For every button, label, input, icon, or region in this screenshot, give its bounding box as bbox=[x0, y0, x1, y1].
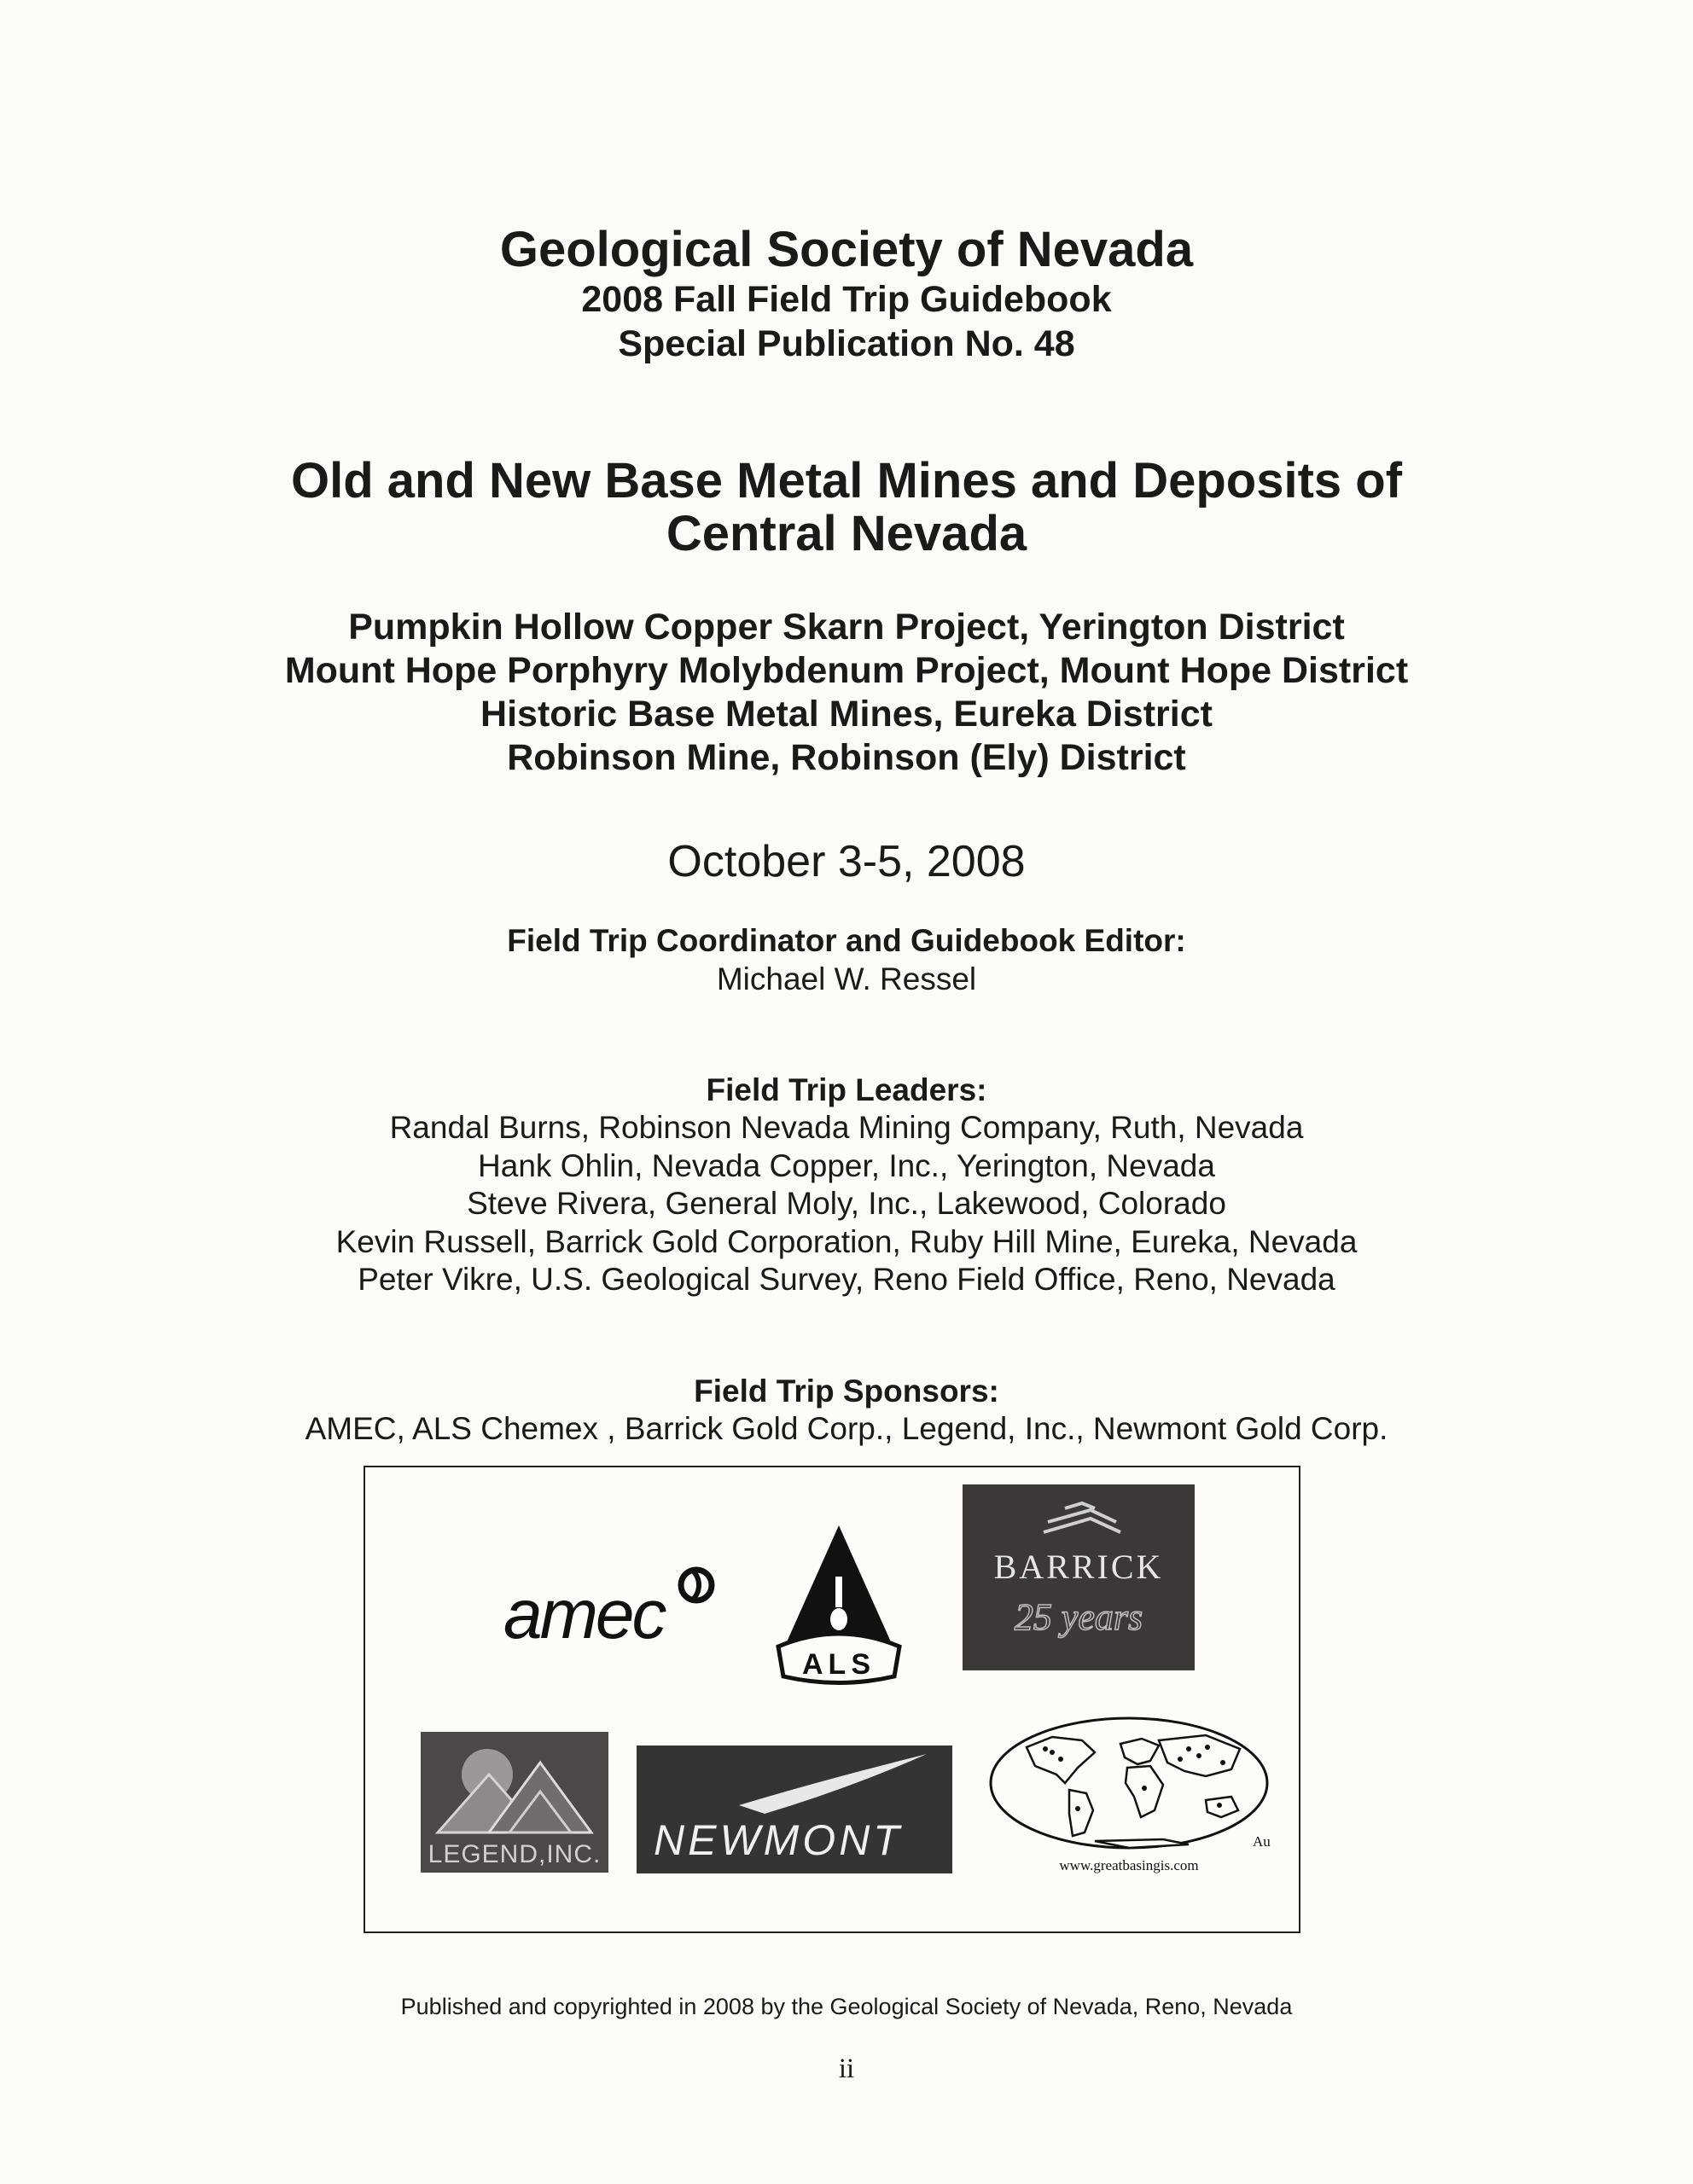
main-title-line-2: Central Nevada bbox=[666, 506, 1027, 561]
leader-item: Hank Ohlin, Nevada Copper, Inc., Yerington, Nevada bbox=[478, 1147, 1215, 1183]
main-title-line-1: Old and New Base Metal Mines and Deposits of bbox=[290, 453, 1403, 508]
sponsors-list: AMEC, ALS Chemex , Barrick Gold Corp., Legend, Inc., Newmont Gold Corp. bbox=[305, 1411, 1388, 1446]
legend-logo bbox=[421, 1732, 608, 1873]
leader-item: Steve Rivera, General Moly, Inc., Lakewood, Colorado bbox=[467, 1186, 1226, 1221]
sponsors-label: Field Trip Sponsors: bbox=[694, 1374, 999, 1409]
publication-number: Special Publication No. 48 bbox=[618, 323, 1075, 364]
amec-logo bbox=[502, 1553, 724, 1664]
project-item: Mount Hope Porphyry Molybdenum Project, Mount Hope District bbox=[284, 650, 1409, 691]
project-item: Historic Base Metal Mines, Eureka District bbox=[480, 694, 1213, 735]
greatbasingis-url: www.greatbasingis.com bbox=[1059, 1857, 1199, 1873]
leaders-list bbox=[0, 1109, 1693, 1299]
main-title bbox=[0, 455, 1693, 561]
greatbasingis-logo bbox=[975, 1715, 1283, 1885]
legend-logo-text: LEGEND,INC. bbox=[428, 1840, 602, 1868]
leader-item: Peter Vikre, U.S. Geological Survey, Reno Field Office, Reno, Nevada bbox=[358, 1262, 1335, 1297]
project-item: Robinson Mine, Robinson (Ely) District bbox=[507, 737, 1186, 778]
coordinator-name: Michael W. Ressel bbox=[716, 961, 977, 996]
project-item: Pumpkin Hollow Copper Skarn Project, Yerington District bbox=[348, 607, 1345, 648]
project-list bbox=[0, 606, 1693, 780]
org-title: Geological Society of Nevada bbox=[499, 222, 1194, 277]
sponsor-logo-box bbox=[364, 1466, 1300, 1933]
leaders-label: Field Trip Leaders: bbox=[706, 1072, 987, 1107]
gold-symbol: Au bbox=[1253, 1833, 1271, 1850]
leader-item: Randal Burns, Robinson Nevada Mining Company, Ruth, Nevada bbox=[389, 1110, 1304, 1145]
copyright-notice: Published and copyrighted in 2008 by the Geological Society of Nevada, Reno, Nevada bbox=[400, 1994, 1293, 2019]
newmont-logo bbox=[637, 1745, 952, 1873]
barrick-tagline: 25 years bbox=[1014, 1596, 1143, 1638]
trip-date: October 3-5, 2008 bbox=[667, 837, 1026, 886]
leader-item: Kevin Russell, Barrick Gold Corporation, Ruby Hill Mine, Eureka, Nevada bbox=[335, 1223, 1358, 1259]
coordinator-label: Field Trip Coordinator and Guidebook Editor: bbox=[507, 923, 1186, 958]
page-number: ii bbox=[838, 2053, 855, 2084]
als-logo-text: ALS bbox=[802, 1648, 876, 1681]
barrick-logo-text: BARRICK bbox=[993, 1548, 1164, 1586]
guidebook-subtitle: 2008 Fall Field Trip Guidebook bbox=[581, 279, 1112, 320]
newmont-logo-text: NEWMONT bbox=[654, 1816, 903, 1864]
amec-swirl-icon bbox=[681, 1570, 712, 1600]
als-logo bbox=[766, 1519, 911, 1689]
barrick-logo bbox=[963, 1484, 1195, 1670]
amec-logo-text: amec bbox=[503, 1576, 665, 1653]
